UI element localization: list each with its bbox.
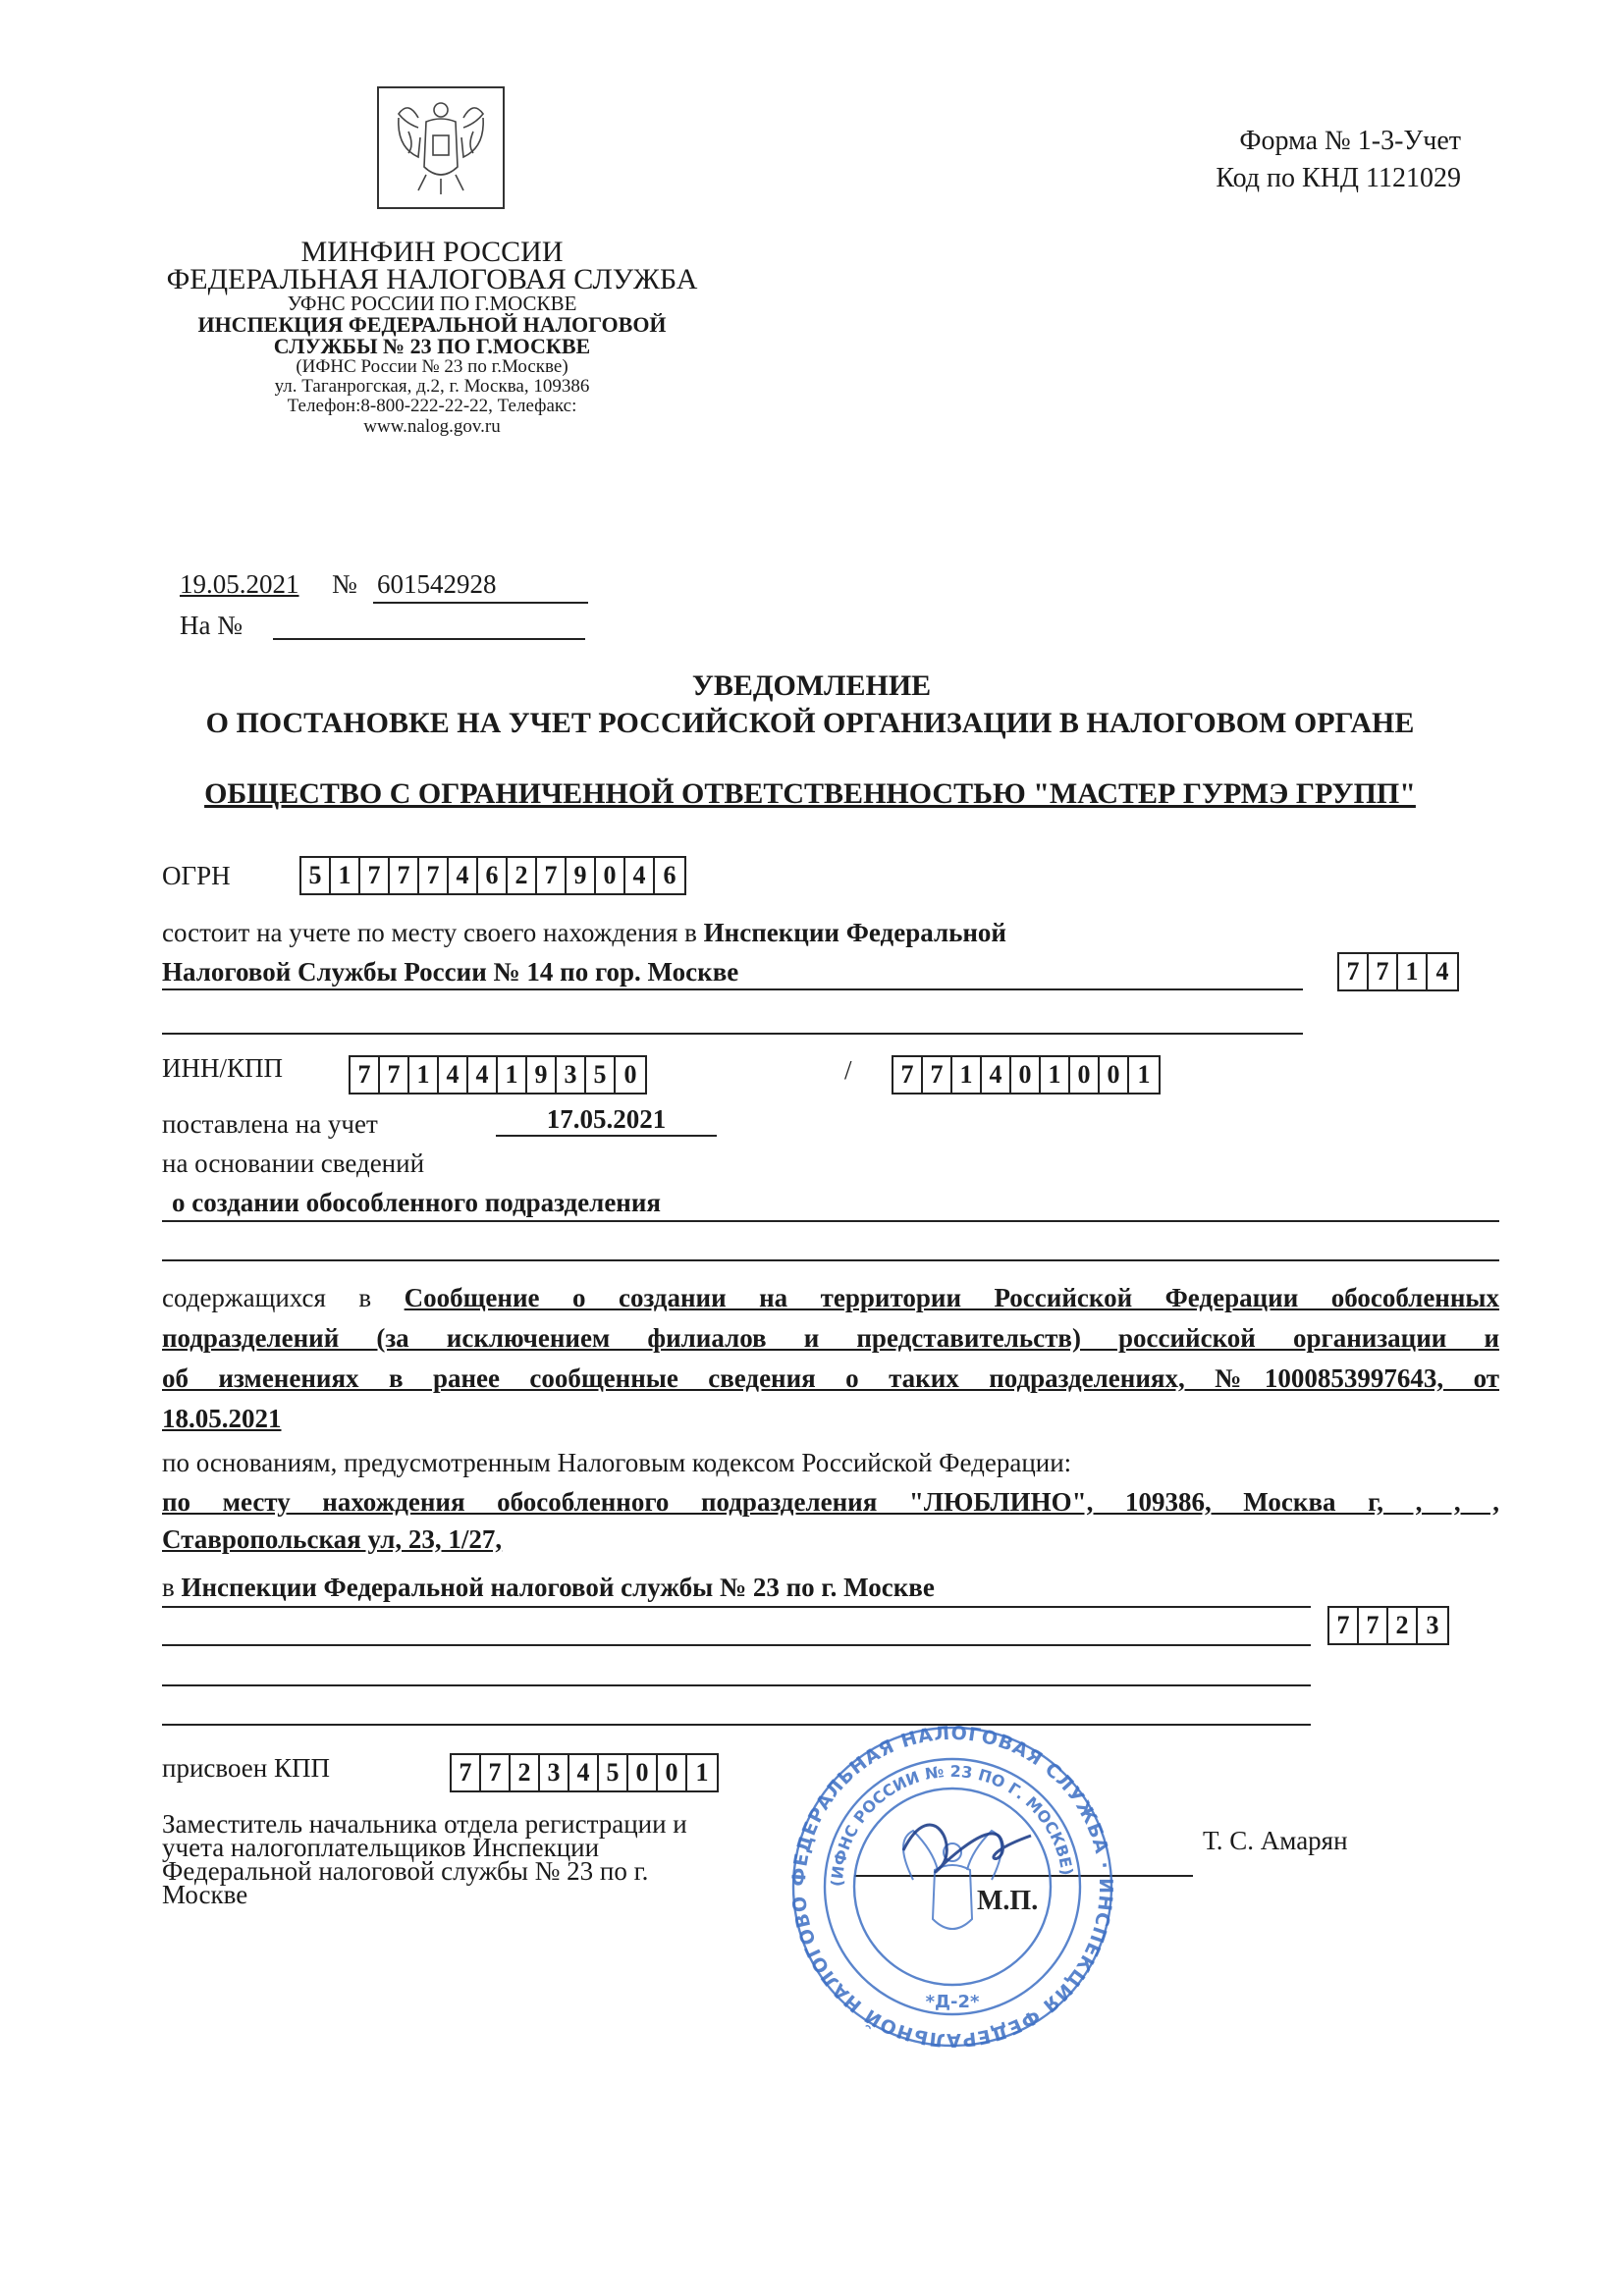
- ogrn-digit: 6: [478, 858, 508, 893]
- stamp-center-text: *Д-2*: [925, 1992, 980, 2012]
- contained-line-3: об изменениях в ранее сообщенные сведения о таких подразделениях, №1000853997643, от: [162, 1363, 1499, 1393]
- ogrn-label: ОГРН: [162, 861, 231, 890]
- location-code-boxes: [1337, 952, 1459, 991]
- inn-digit: 5: [586, 1057, 616, 1093]
- contained-line-2: подразделений (за исключением филиалов и представительств) российской организации и: [162, 1323, 1499, 1353]
- ogrn-boxes: [299, 856, 686, 895]
- signature-scribble: [903, 1825, 1031, 1872]
- signer-position-line: Заместитель начальника отдела регистрации и: [162, 1809, 687, 1839]
- assigned-kpp-digit: 0: [628, 1755, 658, 1790]
- ogrn-digit: 4: [625, 858, 655, 893]
- basis-underline-2: [162, 1259, 1499, 1261]
- signer-name: Т. С. Амарян: [1203, 1826, 1348, 1855]
- reply-to-line: [273, 638, 585, 640]
- assigned-kpp-digit: 1: [695, 1758, 709, 1787]
- authority-underline-1: [162, 1606, 1311, 1608]
- agency-line: (ИФНС России № 23 по г.Москве): [296, 356, 568, 377]
- stamp-inner-text: (ИФНС РОССИИ № 23 ПО Г. МОСКВЕ): [827, 1761, 1077, 1888]
- location-prefix: состоит на учете по месту своего нахождения в: [162, 918, 697, 947]
- location-line-1: [162, 918, 1006, 948]
- seal-label: М.П.: [977, 1886, 1039, 1916]
- agency-line: ФЕДЕРАЛЬНАЯ НАЛОГОВАЯ СЛУЖБА: [166, 263, 698, 295]
- basis-value: о создании обособленного подразделения: [172, 1188, 662, 1217]
- assigned-kpp-digit: 3: [540, 1755, 569, 1790]
- kpp-digit: 0: [1011, 1057, 1041, 1093]
- contained-label: содержащихся в: [162, 1283, 372, 1312]
- ogrn-digit: 5: [301, 858, 331, 893]
- authority-underline-2: [162, 1644, 1311, 1646]
- kpp-digit: 7: [893, 1057, 923, 1093]
- kpp-digit: 0: [1100, 1057, 1129, 1093]
- contained-line-1: [162, 1278, 1499, 1318]
- assigned-kpp-digit: 7: [452, 1755, 481, 1790]
- authority-underline-3: [162, 1684, 1311, 1686]
- inn-digit: 0: [623, 1060, 637, 1089]
- registered-label: поставлена на учет: [162, 1109, 378, 1139]
- inn-digit: 4: [439, 1057, 468, 1093]
- assigned-kpp-digit: 0: [658, 1755, 687, 1790]
- location-code-digit: 4: [1435, 957, 1449, 986]
- signer-position-line: Федеральной налоговой службы № 23 по г.: [162, 1856, 649, 1886]
- official-stamp: [766, 1723, 1139, 2052]
- organization-name: ОБЩЕСТВО С ОГРАНИЧЕННОЙ ОТВЕТСТВЕННОСТЬЮ "МАСТЕР ГУРМЭ ГРУПП": [204, 777, 1416, 810]
- contained-line-4: 18.05.2021: [162, 1404, 282, 1433]
- inn-boxes: [349, 1055, 647, 1095]
- authority-prefix: в: [162, 1573, 175, 1602]
- grounds-line-1: по месту нахождения обособленного подразделения "ЛЮБЛИНО", 109386, Москва г, , , ,: [162, 1487, 1499, 1517]
- kpp-digit: 1: [1137, 1060, 1151, 1089]
- agency-website: www.nalog.gov.ru: [363, 416, 501, 437]
- location-authority-part1: Инспекции Федеральной: [703, 918, 1006, 947]
- agency-line: ул. Таганрогская, д.2, г. Москва, 109386: [274, 376, 590, 397]
- grounds-line-2: Ставропольская ул, 23, 1/27,: [162, 1524, 503, 1554]
- agency-line: Телефон:8-800-222-22-22, Телефакс:: [287, 396, 577, 416]
- form-number-block: [1216, 123, 1461, 197]
- location-underline-2: [162, 1033, 1303, 1035]
- inn-kpp-separator: /: [844, 1055, 852, 1085]
- inn-digit: 7: [380, 1057, 409, 1093]
- inn-digit: 4: [468, 1057, 498, 1093]
- authority-code-digit: 7: [1359, 1608, 1388, 1643]
- knd-code: Код по КНД 1121029: [1216, 163, 1461, 193]
- location-authority-part2: Налоговой Службы России № 14 по гор. Москве: [162, 957, 739, 987]
- registered-date: 17.05.2021: [496, 1104, 717, 1137]
- doc-date: 19.05.2021: [180, 569, 299, 599]
- doc-number: 601542928: [373, 569, 588, 604]
- inn-digit: 1: [498, 1057, 527, 1093]
- inn-kpp-label: ИНН/КПП: [162, 1053, 284, 1083]
- inn-digit: 3: [557, 1057, 586, 1093]
- agency-line: ИНСПЕКЦИЯ ФЕДЕРАЛЬНОЙ НАЛОГОВОЙ: [197, 312, 667, 337]
- assigned-kpp-digit: 2: [511, 1755, 540, 1790]
- ogrn-digit: 9: [567, 858, 596, 893]
- ogrn-digit: 1: [331, 858, 360, 893]
- kpp-digit: 1: [1041, 1057, 1070, 1093]
- ogrn-digit: 6: [663, 861, 676, 889]
- ogrn-digit: 2: [508, 858, 537, 893]
- signer-position-line: учета налогоплательщиков Инспекции: [162, 1833, 600, 1862]
- authority-code-digit: 2: [1388, 1608, 1418, 1643]
- kpp-digit: 7: [923, 1057, 952, 1093]
- authority-code-boxes: [1327, 1606, 1449, 1645]
- agency-line: СЛУЖБЫ № 23 ПО Г.МОСКВЕ: [273, 334, 591, 358]
- contained-text: Сообщение о создании на территории Российской Федерации обособленных: [404, 1283, 1500, 1312]
- assigned-kpp-digit: 7: [481, 1755, 511, 1790]
- basis-underline-1: [162, 1220, 1499, 1222]
- ogrn-digit: 7: [360, 858, 390, 893]
- reply-to-label: На №: [180, 611, 243, 640]
- ogrn-digit: 0: [596, 858, 625, 893]
- authority-name: Инспекции Федеральной налоговой службы № 23 по г. Москве: [181, 1573, 935, 1602]
- signer-position: [162, 1809, 790, 1909]
- doc-subtitle: О ПОСТАНОВКЕ НА УЧЕТ РОССИЙСКОЙ ОРГАНИЗАЦИИ В НАЛОГОВОМ ОРГАНЕ: [205, 707, 1415, 739]
- assigned-kpp-digit: 5: [599, 1755, 628, 1790]
- contained-block: [162, 1278, 1499, 1439]
- signer-position-line: Москве: [162, 1880, 248, 1909]
- agency-line: УФНС РОССИИ ПО Г.МОСКВЕ: [287, 292, 577, 315]
- ogrn-digit: 7: [390, 858, 419, 893]
- inn-digit: 9: [527, 1057, 557, 1093]
- ogrn-digit: 7: [419, 858, 449, 893]
- kpp-digit: 0: [1070, 1057, 1100, 1093]
- coat-of-arms-emblem: [377, 86, 505, 209]
- location-code-digit: 1: [1398, 954, 1428, 989]
- inn-digit: 7: [351, 1057, 380, 1093]
- number-sign: №: [332, 569, 357, 599]
- assigned-kpp-boxes: [450, 1753, 719, 1792]
- assigned-kpp-digit: 4: [569, 1755, 599, 1790]
- authority-code-digit: 7: [1329, 1608, 1359, 1643]
- kpp-digit: 4: [982, 1057, 1011, 1093]
- location-underline-1: [162, 988, 1303, 990]
- ogrn-digit: 4: [449, 858, 478, 893]
- ogrn-digit: 7: [537, 858, 567, 893]
- inn-digit: 1: [409, 1057, 439, 1093]
- authority-line: [162, 1573, 935, 1603]
- stamp-outer-text: ФЕДЕРАЛЬНАЯ НАЛОГОВАЯ СЛУЖБА · ИНСПЕКЦИЯ ФЕДЕРАЛЬНОЙ НАЛОГОВО: [787, 1723, 1117, 2052]
- kpp-boxes: [892, 1055, 1161, 1095]
- kpp-digit: 1: [952, 1057, 982, 1093]
- authority-code-digit: 3: [1426, 1611, 1439, 1639]
- location-code-digit: 7: [1369, 954, 1398, 989]
- assigned-kpp-label: присвоен КПП: [162, 1753, 330, 1783]
- location-code-digit: 7: [1339, 954, 1369, 989]
- agency-line: МИНФИН РОССИИ: [300, 236, 564, 268]
- agency-block: [157, 236, 707, 438]
- basis-label: на основании сведений: [162, 1148, 425, 1178]
- grounds-label: по основаниям, предусмотренным Налоговым кодексом Российской Федерации:: [162, 1448, 1072, 1477]
- doc-title: УВЕДОМЛЕНИЕ: [691, 669, 932, 702]
- form-number: Форма № 1-3-Учет: [1239, 126, 1461, 156]
